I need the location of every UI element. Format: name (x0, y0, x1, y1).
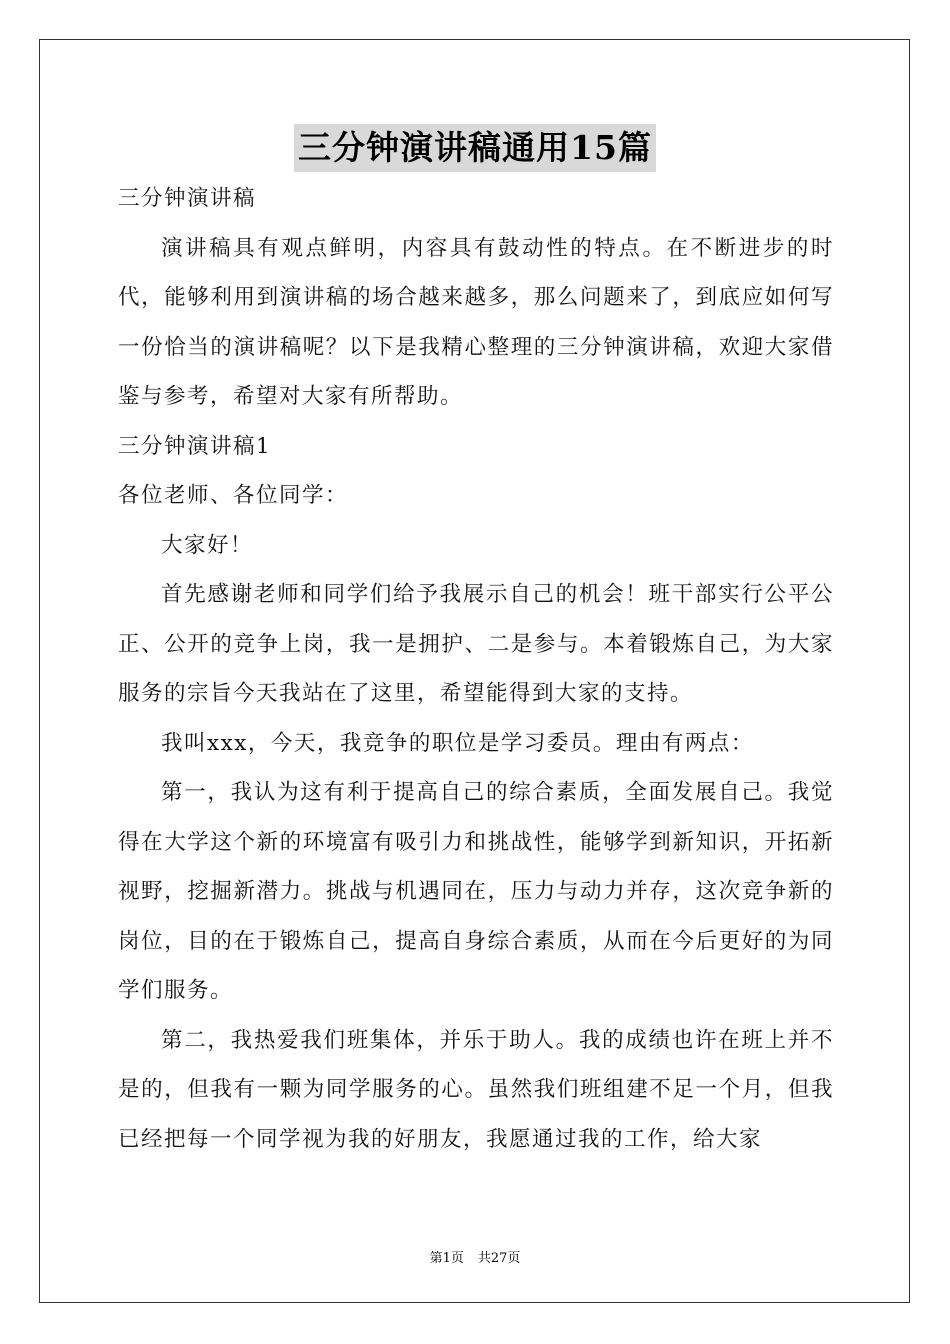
body-paragraph: 第二，我热爱我们班集体，并乐于助人。我的成绩也许在班上并不是的，但我有一颗为同学服务的心。虽然我们班组建不足一个月，但我已经把每一个同学视为我的好朋友，我愿通过我的工作，给大家 (118, 1027, 834, 1152)
salutation: 各位老师、各位同学： (118, 483, 349, 508)
intro-paragraph: 演讲稿具有观点鲜明，内容具有鼓动性的特点。在不断进步的时代，能够利用到演讲稿的场合越来越多，那么问题来了，到底应如何写一份恰当的演讲稿呢？以下是我精心整理的三分钟演讲稿，欢迎大家借鉴与参考，希望对大家有所帮助。 (118, 235, 834, 409)
body-paragraph: 第一，我认为这有利于提高自己的综合素质，全面发展自己。我觉得在大学这个新的环境富有吸引力和挑战性，能够学到新知识，开拓新视野，挖掘新潜力。挑战与机遇同在，压力与动力并存，这次竞争新的岗位，目的在于锻炼自己，提高自身综合素质，从而在今后更好的为同学们服务。 (118, 780, 834, 1003)
document-title: 三分钟演讲稿通用15篇 (294, 124, 656, 172)
page-footer (0, 1247, 950, 1266)
total-pages: 共27页 (477, 1251, 521, 1266)
greeting: 大家好！ (161, 532, 254, 558)
document-body (118, 174, 834, 1164)
body-paragraph: 我叫xxx，今天，我竞争的职位是学习委员。理由有两点： (161, 730, 754, 756)
section-heading-1: 三分钟演讲稿1 (118, 433, 272, 459)
title-container (0, 124, 950, 172)
body-paragraph: 首先感谢老师和同学们给予我展示自己的机会！班干部实行公平公正、公开的竞争上岗，我一是拥护、二是参与。本着锻炼自己，为大家服务的宗旨今天我站在了这里，希望能得到大家的支持。 (118, 582, 834, 706)
page-number: 第1页 (429, 1251, 464, 1266)
section-heading: 三分钟演讲稿 (118, 186, 257, 211)
